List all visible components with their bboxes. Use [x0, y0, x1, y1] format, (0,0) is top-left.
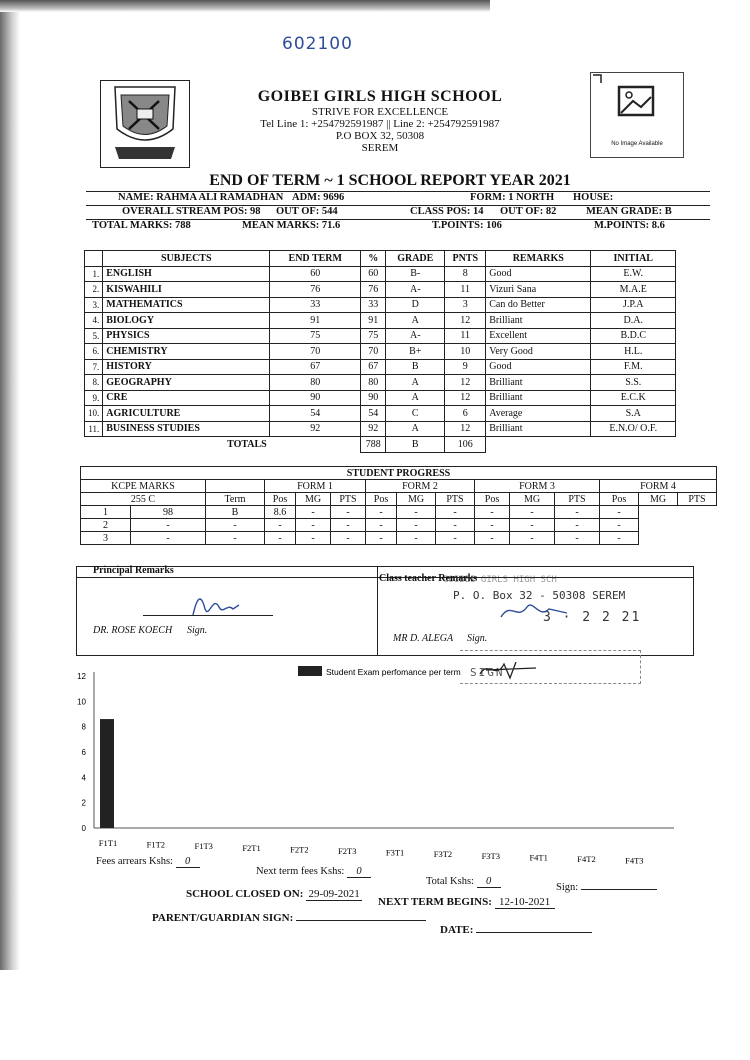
- term-number: 2: [81, 519, 131, 532]
- progress-cell: -: [555, 532, 600, 545]
- percent-score: 70: [361, 344, 386, 360]
- subject-number: 9.: [85, 390, 103, 406]
- subject-row: [85, 328, 676, 344]
- subject-remark: Vizuri Sana: [486, 282, 591, 298]
- mg-header: MG: [296, 493, 331, 506]
- end-term-mark: 54: [270, 406, 361, 422]
- y-tick-label: 0: [81, 824, 86, 833]
- student-photo-placeholder: [590, 72, 684, 158]
- progress-cell: 98: [131, 506, 206, 519]
- end-term-mark: 90: [270, 390, 361, 406]
- teacher-initial: S.A: [591, 406, 676, 422]
- subjects-table: [84, 250, 676, 453]
- y-tick-label: 8: [81, 722, 86, 732]
- subject-number: 1.: [85, 266, 103, 282]
- subject-row: [85, 344, 676, 360]
- subject-remark: Brilliant: [486, 313, 591, 329]
- stamp-school-name: GOIBEI GIRLS HIGH SCH: [443, 575, 557, 585]
- class-position: CLASS POS: 14: [410, 206, 484, 217]
- percent-score: 80: [361, 375, 386, 391]
- progress-cell: -: [397, 532, 436, 545]
- totals-row: [85, 437, 676, 453]
- total-fees: [426, 876, 501, 888]
- pts-header: PTS: [678, 493, 717, 506]
- principal-remarks-label: Principal Remarks: [93, 565, 174, 576]
- col-grade: GRADE: [386, 251, 445, 267]
- parent-date-line: [476, 932, 592, 933]
- next-term-fees: [256, 866, 371, 878]
- progress-cell: B: [206, 506, 265, 519]
- progress-cell: -: [265, 532, 296, 545]
- form-2-header: FORM 2: [366, 480, 475, 493]
- subject-row: [85, 297, 676, 313]
- stamp-address: P. O. Box 32 - 50308 SEREM: [453, 589, 626, 602]
- progress-cell: -: [131, 519, 206, 532]
- teacher-initial: S.S.: [591, 375, 676, 391]
- mg-header: MG: [397, 493, 436, 506]
- progress-cell: -: [436, 532, 475, 545]
- form-1-header: FORM 1: [265, 480, 366, 493]
- subject-name: MATHEMATICS: [103, 297, 270, 313]
- percent-score: 67: [361, 359, 386, 375]
- subject-name: CHEMISTRY: [103, 344, 270, 360]
- subject-number: 3.: [85, 297, 103, 313]
- scan-shadow-top: [0, 0, 490, 12]
- admission-number: ADM: 9696: [292, 192, 345, 203]
- x-tick-label: F3T2: [433, 849, 453, 860]
- class-out-of: OUT OF: 82: [500, 206, 557, 217]
- school-crest-logo: [100, 80, 190, 168]
- subject-row: [85, 359, 676, 375]
- total-fees-label: Total Kshs:: [426, 876, 474, 887]
- subject-row: [85, 266, 676, 282]
- x-tick-label: F4T3: [625, 855, 644, 866]
- parent-sign-label: PARENT/GUARDIAN SIGN:: [152, 912, 294, 924]
- next-term-begins: [378, 896, 555, 909]
- subject-number: 11.: [85, 421, 103, 437]
- progress-cell: -: [131, 532, 206, 545]
- progress-cell: 8.6: [265, 506, 296, 519]
- subject-row: [85, 421, 676, 437]
- col-subjects: SUBJECTS: [103, 251, 270, 267]
- subject-number: 6.: [85, 344, 103, 360]
- subject-remark: Can do Better: [486, 297, 591, 313]
- class-teacher-sign-label: Sign.: [467, 633, 488, 644]
- progress-cell: -: [510, 506, 555, 519]
- bar-f1t1: [100, 719, 114, 828]
- next-term-fees-label: Next term fees Kshs:: [256, 866, 345, 877]
- end-term-mark: 33: [270, 297, 361, 313]
- subject-grade: A: [386, 421, 445, 437]
- percent-score: 33: [361, 297, 386, 313]
- y-tick-label: 2: [81, 798, 86, 808]
- subject-grade: A: [386, 375, 445, 391]
- fees-arrears: [96, 856, 200, 868]
- subject-row: [85, 390, 676, 406]
- scan-shadow-left: [0, 0, 20, 970]
- progress-cell: -: [436, 519, 475, 532]
- progress-cell: -: [475, 519, 510, 532]
- totals-percent: 788: [361, 437, 386, 453]
- progress-subheader-row: [81, 493, 717, 506]
- progress-cell: -: [600, 506, 639, 519]
- end-term-mark: 75: [270, 328, 361, 344]
- subject-name: CRE: [103, 390, 270, 406]
- subject-remark: Brilliant: [486, 375, 591, 391]
- teacher-initial: H.L.: [591, 344, 676, 360]
- percent-score: 76: [361, 282, 386, 298]
- fees-sign: [556, 882, 657, 893]
- subject-grade: A: [386, 313, 445, 329]
- subject-points: 9: [445, 359, 486, 375]
- legend-label: Student Exam perfomance per term: [326, 667, 461, 677]
- progress-cell: -: [296, 506, 331, 519]
- y-tick-label: 6: [81, 748, 86, 757]
- pts-header: PTS: [555, 493, 600, 506]
- teacher-initial: E.N.O/ O.F.: [591, 421, 676, 437]
- subject-row: [85, 406, 676, 422]
- parent-sign-line: [296, 920, 426, 921]
- subject-points: 12: [445, 421, 486, 437]
- subject-points: 10: [445, 344, 486, 360]
- school-closed-label: SCHOOL CLOSED ON:: [186, 888, 304, 900]
- handwritten-reference: 602100: [282, 34, 353, 54]
- progress-cell: -: [366, 506, 397, 519]
- progress-cell: -: [296, 519, 331, 532]
- fees-arrears-label: Fees arrears Kshs:: [96, 856, 173, 867]
- fees-sign-label: Sign:: [556, 882, 579, 893]
- y-tick-label: 10: [77, 697, 86, 707]
- progress-cell: -: [366, 532, 397, 545]
- x-tick-label: F3T3: [481, 850, 501, 861]
- school-po-box: P.O BOX 32, 50308: [335, 130, 425, 142]
- subject-points: 12: [445, 390, 486, 406]
- mean-grade: MEAN GRADE: B: [586, 206, 672, 217]
- subject-grade: B+: [386, 344, 445, 360]
- subject-name: AGRICULTURE: [103, 406, 270, 422]
- subject-name: BIOLOGY: [103, 313, 270, 329]
- parent-sign: [152, 912, 426, 924]
- progress-cell: -: [206, 519, 265, 532]
- school-closed: [186, 888, 362, 901]
- principal-sign-label: Sign.: [187, 625, 208, 636]
- subject-number: 4.: [85, 313, 103, 329]
- pos-header: Pos: [265, 493, 296, 506]
- subject-points: 8: [445, 266, 486, 282]
- subject-remark: Good: [486, 359, 591, 375]
- legend-swatch: [298, 666, 322, 676]
- pos-header: Pos: [600, 493, 639, 506]
- x-tick-label: F1T1: [98, 838, 118, 848]
- subject-points: 11: [445, 282, 486, 298]
- end-term-mark: 70: [270, 344, 361, 360]
- totals-grade: B: [386, 437, 445, 453]
- class-teacher-signature: [497, 595, 577, 625]
- school-town: SEREM: [361, 142, 399, 154]
- percent-score: 92: [361, 421, 386, 437]
- col-percent: %: [361, 251, 386, 267]
- fees-arrears-value: 0: [176, 856, 200, 868]
- progress-cell: -: [331, 519, 366, 532]
- stamp-date: 3 · 2 2 21: [543, 610, 642, 625]
- progress-cell: -: [436, 506, 475, 519]
- progress-cell: -: [600, 532, 639, 545]
- image-placeholder-icon: [591, 73, 683, 143]
- progress-cell: -: [206, 532, 265, 545]
- end-term-mark: 92: [270, 421, 361, 437]
- term-number: 1: [81, 506, 131, 519]
- pos-header: Pos: [475, 493, 510, 506]
- student-name: NAME: RAHMA ALI RAMADHAN: [118, 192, 284, 203]
- x-tick-label: F1T2: [146, 839, 166, 850]
- kcpe-marks-value: 255 C: [81, 493, 206, 506]
- school-motto: STRIVE FOR EXCELLENCE: [311, 106, 449, 118]
- mean-marks: MEAN MARKS: 71.6: [242, 220, 341, 231]
- progress-cell: -: [555, 506, 600, 519]
- progress-cell: -: [475, 506, 510, 519]
- teacher-initial: E.W.: [591, 266, 676, 282]
- progress-title: STUDENT PROGRESS: [81, 467, 717, 480]
- progress-cell: -: [331, 532, 366, 545]
- subject-name: ENGLISH: [103, 266, 270, 282]
- subject-grade: B-: [386, 266, 445, 282]
- x-tick-label: F4T2: [577, 854, 596, 864]
- teacher-initial: E.C.K: [591, 390, 676, 406]
- subject-grade: B: [386, 359, 445, 375]
- subject-points: 11: [445, 328, 486, 344]
- teacher-initial: B.D.C: [591, 328, 676, 344]
- teacher-initial: J.P.A: [591, 297, 676, 313]
- total-points: T.POINTS: 106: [432, 220, 502, 231]
- subject-points: 3: [445, 297, 486, 313]
- subject-grade: A-: [386, 282, 445, 298]
- parent-date: [440, 924, 592, 936]
- x-tick-label: F2T3: [338, 846, 357, 856]
- percent-score: 54: [361, 406, 386, 422]
- next-term-fees-value: 0: [347, 866, 371, 878]
- subject-number: 10.: [85, 406, 103, 422]
- form-4-header: FORM 4: [600, 480, 717, 493]
- progress-cell: -: [265, 519, 296, 532]
- teacher-initial: F.M.: [591, 359, 676, 375]
- x-tick-label: F4T1: [529, 852, 548, 863]
- term-number: 3: [81, 532, 131, 545]
- subject-points: 12: [445, 375, 486, 391]
- report-title: END OF TERM ~ 1 SCHOOL REPORT YEAR 2021: [209, 172, 571, 189]
- subject-number: 7.: [85, 359, 103, 375]
- fees-sign-line: [581, 889, 657, 890]
- progress-cell: -: [475, 532, 510, 545]
- percent-score: 60: [361, 266, 386, 282]
- class-teacher-remarks-label: Class teacher Remarks: [379, 573, 478, 584]
- subject-remark: Brilliant: [486, 421, 591, 437]
- remarks-section: [76, 566, 694, 656]
- school-closed-date: 29-09-2021: [306, 888, 362, 901]
- student-form: FORM: 1 NORTH: [470, 192, 555, 203]
- subject-name: GEOGRAPHY: [103, 375, 270, 391]
- subject-grade: A: [386, 390, 445, 406]
- mg-header: MG: [510, 493, 555, 506]
- term-label: Term: [206, 493, 265, 506]
- photo-caption: No Image Available: [611, 141, 663, 147]
- subject-remark: Average: [486, 406, 591, 422]
- teacher-initial: M.A.E: [591, 282, 676, 298]
- subject-row: [85, 282, 676, 298]
- progress-cell: -: [555, 519, 600, 532]
- subject-remark: Brilliant: [486, 390, 591, 406]
- progress-cell: -: [397, 506, 436, 519]
- progress-term-row: [81, 532, 717, 545]
- subject-number: 5.: [85, 328, 103, 344]
- subject-row: [85, 313, 676, 329]
- mg-header: MG: [639, 493, 678, 506]
- principal-name: DR. ROSE KOECH: [93, 625, 173, 636]
- total-fees-value: 0: [477, 876, 501, 888]
- overall-stream-position: OVERALL STREAM POS: 98: [122, 206, 261, 217]
- progress-term-row: [81, 506, 717, 519]
- percent-score: 75: [361, 328, 386, 344]
- col-initial: INITIAL: [591, 251, 676, 267]
- school-telephone: Tel Line 1: +254792591987 || Line 2: +254792591987: [260, 118, 500, 130]
- progress-cell: -: [510, 519, 555, 532]
- school-name: GOIBEI GIRLS HIGH SCHOOL: [257, 88, 503, 105]
- subject-points: 12: [445, 313, 486, 329]
- progress-cell: -: [600, 519, 639, 532]
- subjects-header-row: [85, 251, 676, 267]
- subject-name: KISWAHILI: [103, 282, 270, 298]
- x-tick-label: F1T3: [194, 841, 213, 852]
- subject-grade: D: [386, 297, 445, 313]
- student-house: HOUSE:: [573, 192, 614, 203]
- end-term-mark: 91: [270, 313, 361, 329]
- student-progress-table: [80, 466, 717, 545]
- col-points: PNTS: [445, 251, 486, 267]
- pts-header: PTS: [436, 493, 475, 506]
- progress-cell: -: [296, 532, 331, 545]
- progress-cell: -: [510, 532, 555, 545]
- mean-points: M.POINTS: 8.6: [594, 220, 665, 231]
- subject-remark: Very Good: [486, 344, 591, 360]
- percent-score: 90: [361, 390, 386, 406]
- form-3-header: FORM 3: [475, 480, 600, 493]
- x-tick-label: F2T2: [290, 844, 309, 855]
- subject-points: 6: [445, 406, 486, 422]
- pos-header: Pos: [366, 493, 397, 506]
- subject-remark: Excellent: [486, 328, 591, 344]
- progress-forms-row: [81, 480, 717, 493]
- x-tick-label: F2T1: [242, 842, 261, 853]
- subject-row: [85, 375, 676, 391]
- teacher-initial: D.A.: [591, 313, 676, 329]
- subject-number: 2.: [85, 282, 103, 298]
- subject-grade: A-: [386, 328, 445, 344]
- progress-cell: -: [331, 506, 366, 519]
- parent-date-label: DATE:: [440, 924, 474, 936]
- progress-title-row: [81, 467, 717, 480]
- end-term-mark: 76: [270, 282, 361, 298]
- subject-number: 8.: [85, 375, 103, 391]
- subject-name: PHYSICS: [103, 328, 270, 344]
- subject-name: HISTORY: [103, 359, 270, 375]
- class-teacher-name: MR D. ALEGA: [393, 633, 454, 644]
- y-tick-label: 12: [77, 672, 86, 681]
- col-end-term: END TERM: [270, 251, 361, 267]
- stamp-sign-label: SIGN: [470, 666, 505, 679]
- totals-label: TOTALS: [227, 439, 267, 450]
- kcpe-marks-label: KCPE MARKS: [81, 480, 206, 493]
- y-tick-label: 4: [81, 773, 86, 783]
- col-remarks: REMARKS: [486, 251, 591, 267]
- progress-cell: -: [397, 519, 436, 532]
- subject-grade: C: [386, 406, 445, 422]
- school-header: [200, 88, 560, 154]
- end-term-mark: 80: [270, 375, 361, 391]
- total-marks: TOTAL MARKS: 788: [92, 220, 191, 231]
- progress-cell: -: [366, 519, 397, 532]
- x-tick-label: F3T1: [385, 847, 405, 858]
- stream-out-of: OUT OF: 544: [276, 206, 338, 217]
- next-term-begins-date: 12-10-2021: [495, 896, 555, 909]
- progress-term-row: [81, 519, 717, 532]
- subject-name: BUSINESS STUDIES: [103, 421, 270, 437]
- totals-points: 106: [445, 437, 486, 453]
- subject-remark: Good: [486, 266, 591, 282]
- end-term-mark: 60: [270, 266, 361, 282]
- next-term-begins-label: NEXT TERM BEGINS:: [378, 896, 492, 908]
- pts-header: PTS: [331, 493, 366, 506]
- end-term-mark: 67: [270, 359, 361, 375]
- percent-score: 91: [361, 313, 386, 329]
